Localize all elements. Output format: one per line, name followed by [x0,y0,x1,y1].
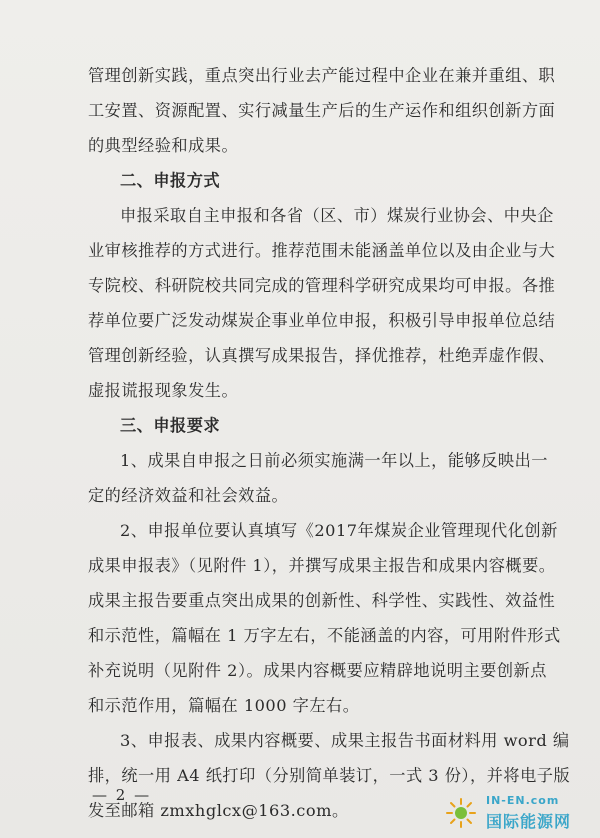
paragraph-line: 排，统一用 A4 纸打印（分别简单装订，一式 3 份），并将电子版 [88,766,571,785]
paragraph-line: 荐单位要广泛发动煤炭企事业单位申报，积极引导申报单位总结 [88,311,556,330]
paragraph-line: 成果主报告要重点突出成果的创新性、科学性、实践性、效益性 [88,591,556,610]
paragraph-line: 补充说明（见附件 2）。成果内容概要应精辟地说明主要创新点 [88,661,547,680]
paragraph-line: 和示范性，篇幅在 1 万字左右，不能涵盖的内容，可用附件形式 [88,626,561,645]
paragraph-line: 虚报谎报现象发生。 [88,381,239,400]
paragraph-line: 管理创新实践，重点突出行业去产能过程中企业在兼并重组、职 [88,66,556,85]
paragraph-line: 1、成果自申报之日前必须实施满一年以上，能够反映出一 [120,451,548,470]
paragraph-line: 专院校、科研院校共同完成的管理科学研究成果均可申报。各推 [88,276,556,295]
paragraph-line: 申报采取自主申报和各省（区、市）煤炭行业协会、中央企 [120,206,554,225]
paragraph-line: 和示范作用，篇幅在 1000 字左右。 [88,696,360,715]
paragraph-line: 工安置、资源配置、实行减量生产后的生产运作和组织创新方面 [88,101,556,120]
watermark-brand: IN-EN.com [486,794,560,807]
paragraph-line: 成果申报表》（见附件 1），并撰写成果主报告和成果内容概要。 [88,556,556,575]
page-number: — 2 — [92,786,152,804]
paragraph-line: 业审核推荐的方式进行。推荐范围未能涵盖单位以及由企业与大 [88,241,556,260]
section-heading-requirements: 三、申报要求 [120,416,221,435]
site-watermark [444,792,594,832]
section-heading-method: 二、申报方式 [120,171,221,190]
paragraph-line: 3、申报表、成果内容概要、成果主报告书面材料用 word 编 [120,731,570,750]
paragraph-line: 发至邮箱 zmxhglcx@163.com。 [88,801,349,820]
paragraph-line: 定的经济效益和社会效益。 [88,486,289,505]
paragraph-line: 2、申报单位要认真填写《2017年煤炭企业管理现代化创新 [120,521,558,540]
paragraph-line: 管理创新经验，认真撰写成果报告，择优推荐，杜绝弄虚作假、 [88,346,556,365]
watermark-site-name: 国际能源网 [486,812,572,831]
sun-logo-icon [444,796,478,830]
paragraph-line: 的典型经验和成果。 [88,136,239,155]
